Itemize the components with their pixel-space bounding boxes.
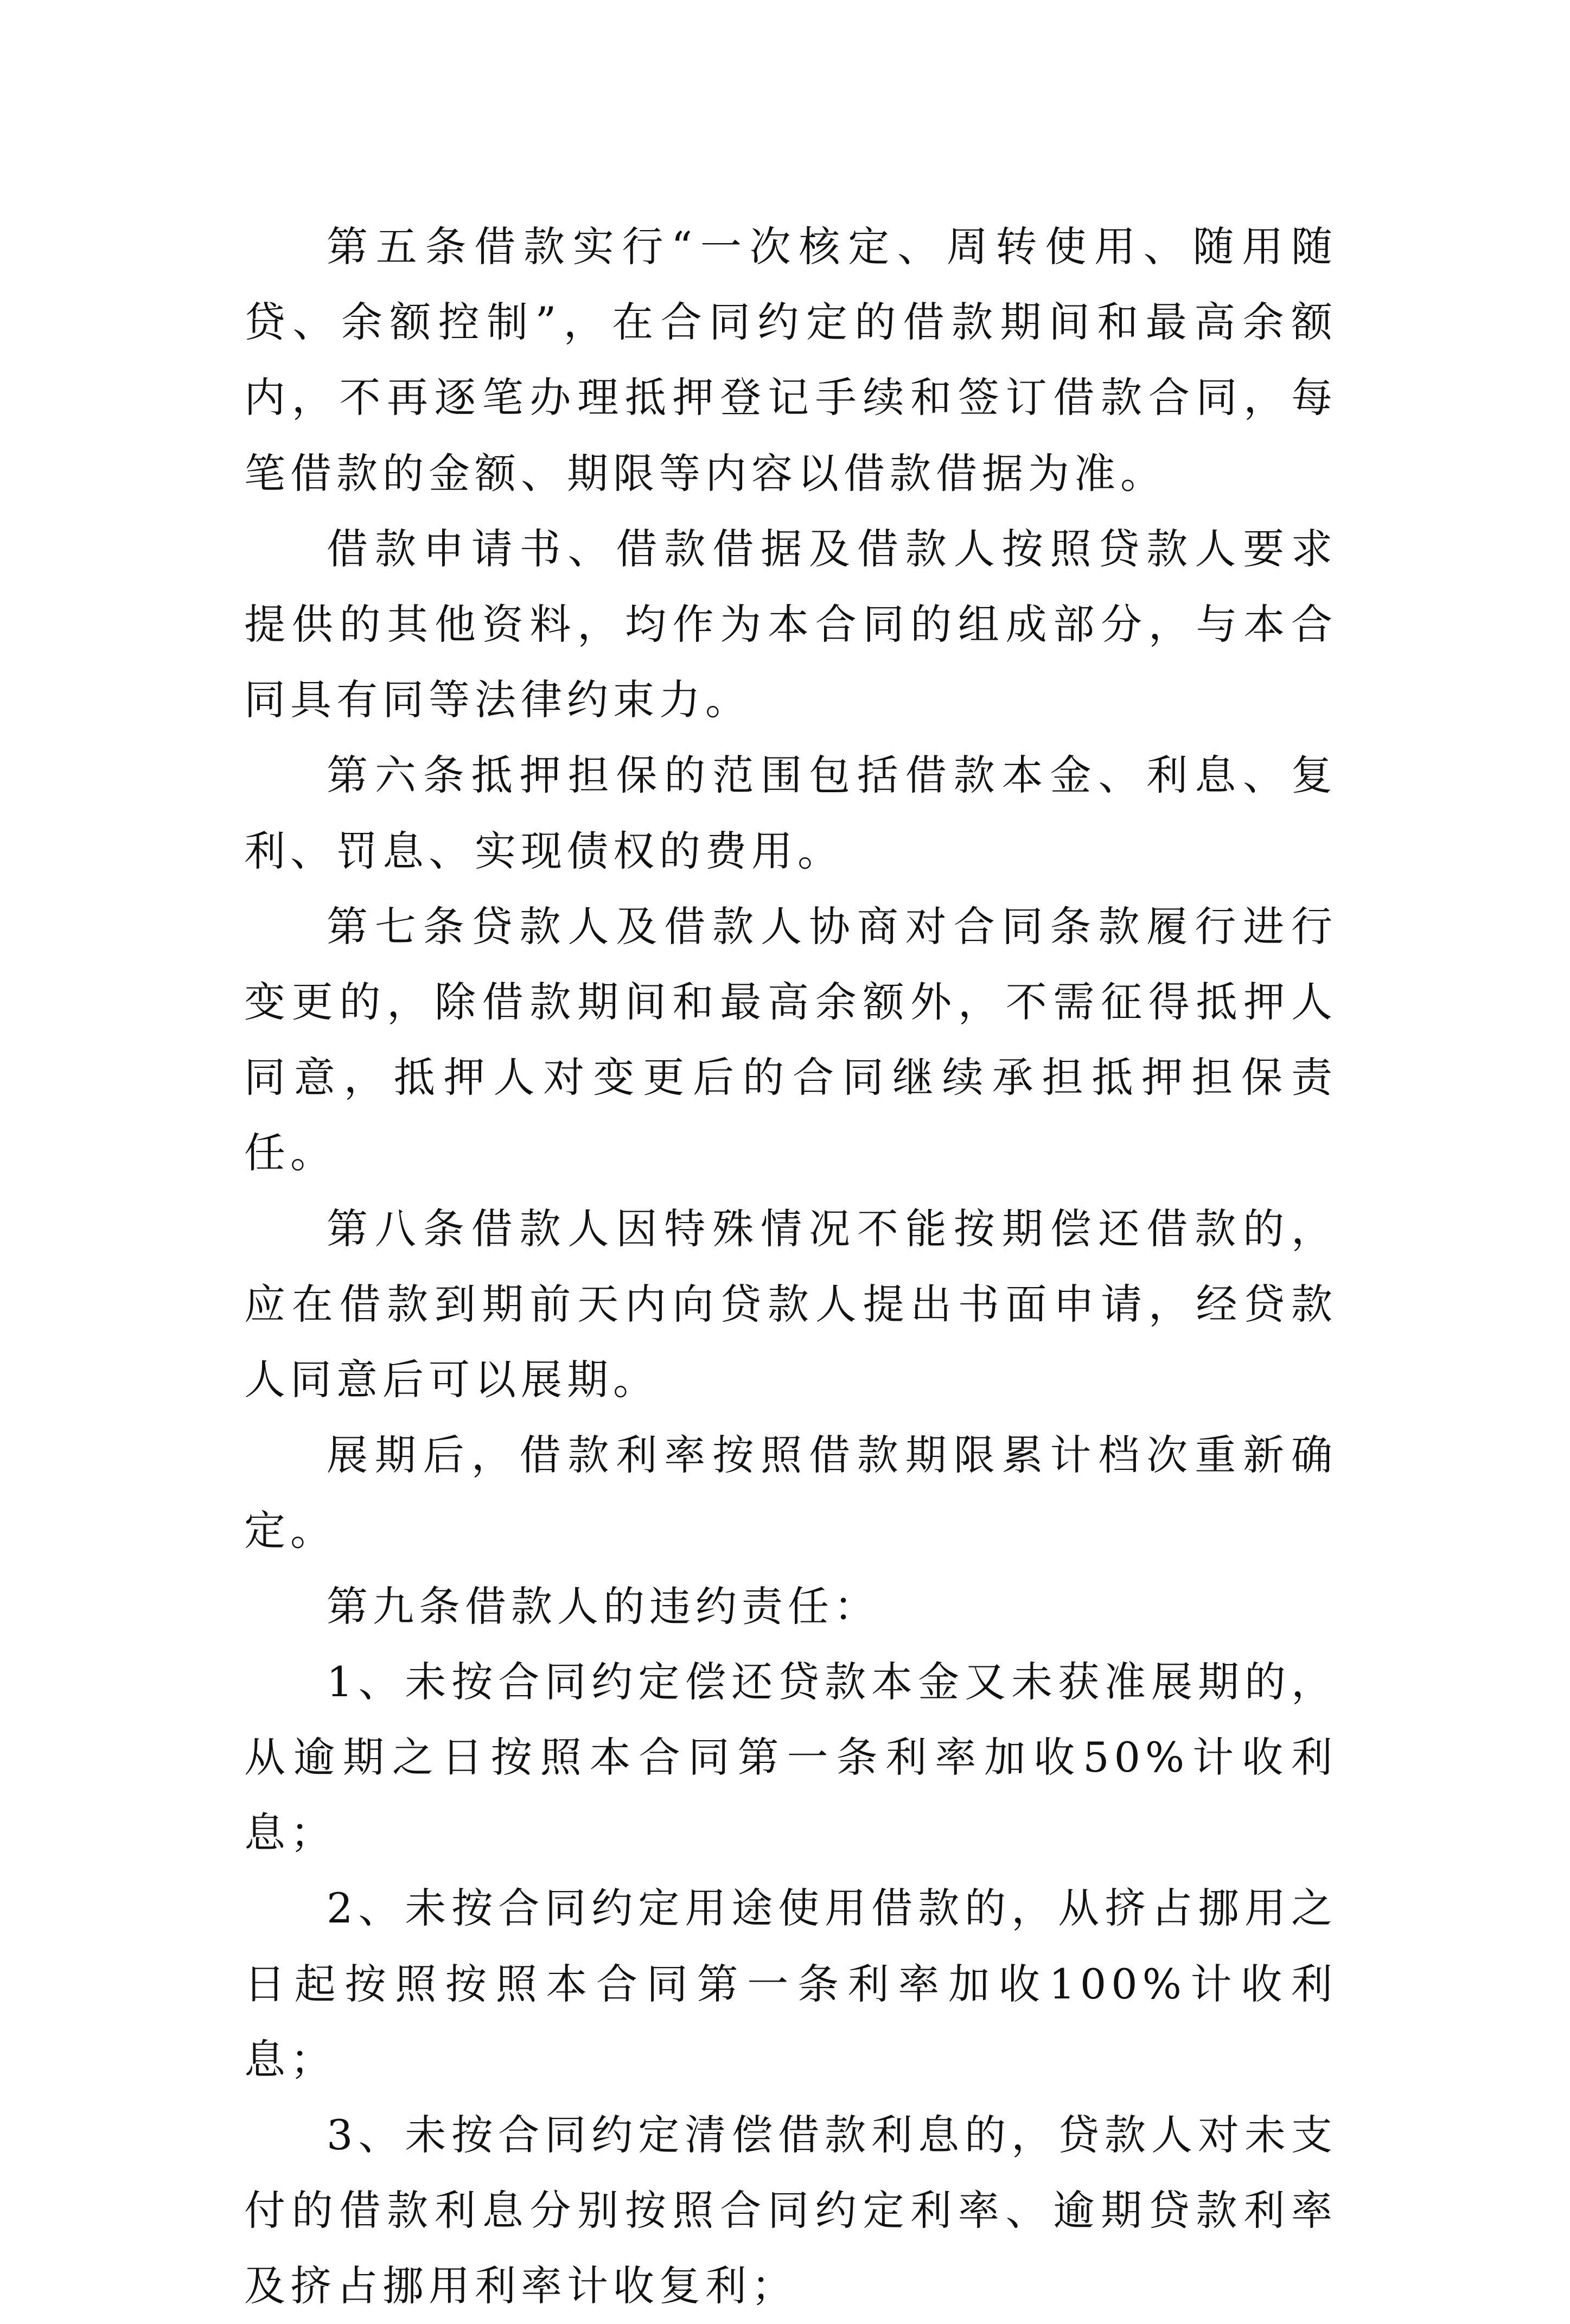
- paragraph-article-8: 第八条借款人因特殊情况不能按期偿还借款的，应在借款到期前天内向贷款人提出书面申请，经贷款人同意后可以展期。: [244, 1204, 1337, 1404]
- paragraph-article-6: 第六条抵押担保的范围包括借款本金、利息、复利、罚息、实现债权的费用。: [244, 751, 1337, 875]
- paragraph-liability-2: 2、未按合同约定用途使用借款的，从挤占挪用之日起按照按照本合同第一条利率加收100%计收利息；: [244, 1884, 1337, 2084]
- paragraph-liability-3: 3、未按合同约定清偿借款利息的，贷款人对未支付的借款利息分别按照合同约定利率、逾期贷款利率及挤占挪用利率计收复利；: [244, 2111, 1337, 2310]
- paragraph-liability-1: 1、未按合同约定偿还贷款本金又未获准展期的，从逾期之日按照本合同第一条利率加收50%计收利息；: [244, 1657, 1337, 1857]
- paragraph-loan-materials: 借款申请书、借款借据及借款人按照贷款人要求提供的其他资料，均作为本合同的组成部分，与本合同具有同等法律约束力。: [244, 524, 1337, 724]
- paragraph-article-7: 第七条贷款人及借款人协商对合同条款履行进行变更的，除借款期间和最高余额外，不需征得抵押人同意，抵押人对变更后的合同继续承担抵押担保责任。: [244, 902, 1337, 1177]
- paragraph-article-5: 第五条借款实行“一次核定、周转使用、随用随贷、余额控制”，在合同约定的借款期间和最高余额内，不再逐笔办理抵押登记手续和签订借款合同，每笔借款的金额、期限等内容以借款借据为准。: [244, 222, 1337, 498]
- paragraph-extension-rate: 展期后，借款利率按照借款期限累计档次重新确定。: [244, 1431, 1337, 1555]
- contract-text: [244, 209, 1337, 2324]
- paragraph-article-9: 第九条借款人的违约责任：: [327, 1582, 880, 1631]
